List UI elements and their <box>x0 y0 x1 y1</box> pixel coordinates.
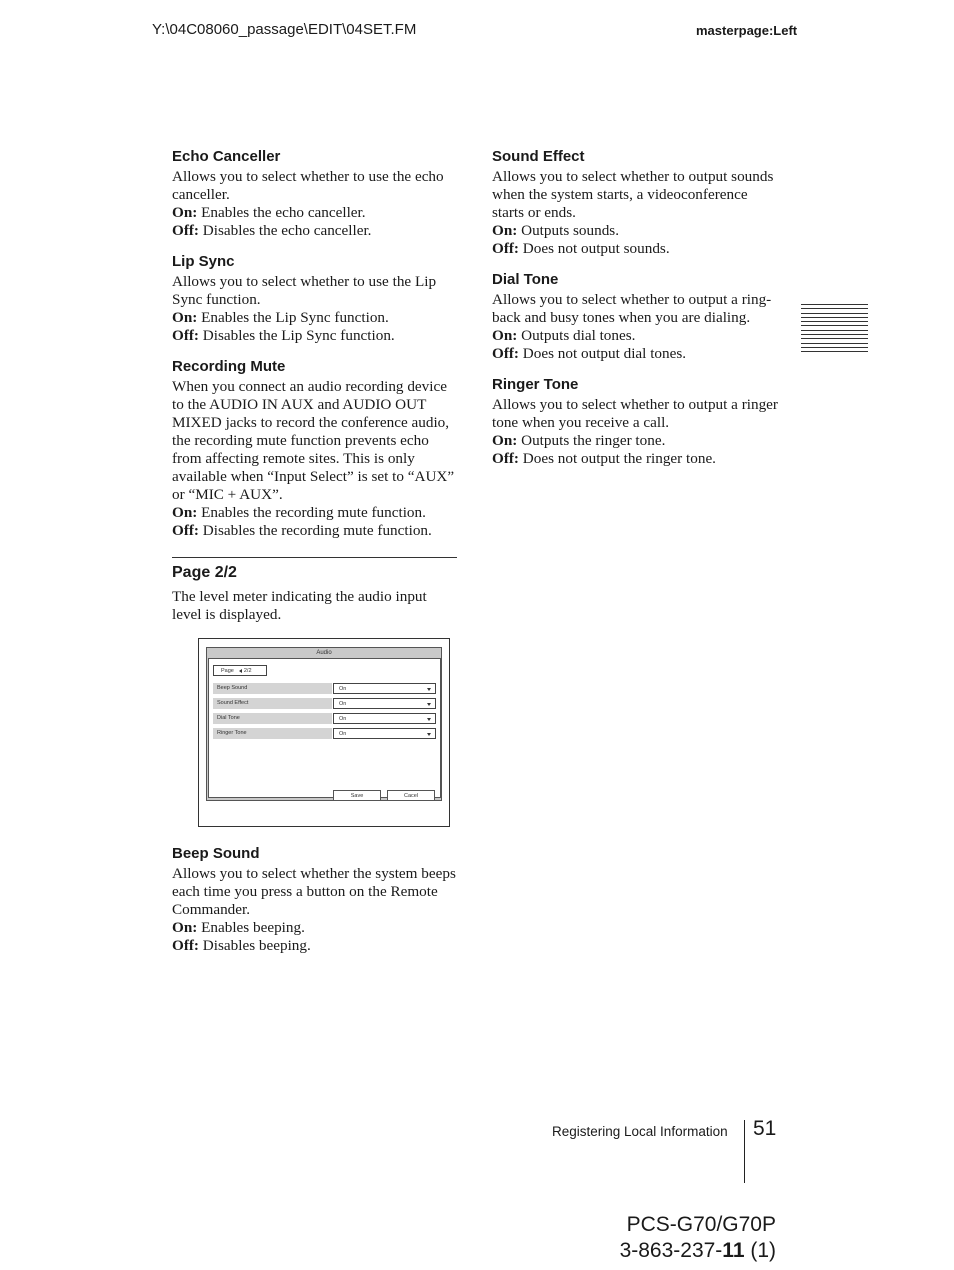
section-sound-effect <box>492 148 782 258</box>
option-off-label: Off: <box>172 522 199 539</box>
option-off <box>492 450 782 468</box>
section-echo-canceller <box>172 148 462 240</box>
chevron-down-icon <box>427 733 431 736</box>
model-info <box>620 1212 776 1264</box>
page-selector[interactable] <box>213 665 267 676</box>
setting-dropdown[interactable] <box>333 713 436 724</box>
dropdown-value: On <box>339 716 347 722</box>
section-body: Allows you to select whether to output sounds when the system starts, a videoconference starts or ends. <box>492 168 774 221</box>
option-off-text: Disables the echo canceller. <box>199 222 372 239</box>
section-recording-mute <box>172 358 462 540</box>
chevron-down-icon <box>427 703 431 706</box>
option-off-text: Disables the Lip Sync function. <box>199 327 395 344</box>
setting-label: Ringer Tone <box>213 728 332 739</box>
part-number-bold: 11 <box>722 1239 745 1262</box>
left-column <box>172 148 462 968</box>
chevron-down-icon <box>427 718 431 721</box>
section-dial-tone <box>492 271 782 363</box>
section-body: Allows you to select whether the system beeps each time you press a button on the Remote Commander. <box>172 865 456 918</box>
page-label: Page <box>221 668 234 674</box>
option-off-label: Off: <box>172 327 199 344</box>
option-on-label: On: <box>492 327 518 344</box>
option-off <box>172 327 462 345</box>
option-on <box>172 504 462 522</box>
section-body: Allows you to select whether to output a ringer tone when you receive a call. <box>492 396 778 431</box>
header-file-path: Y:\04C08060_passage\EDIT\04SET.FM <box>152 21 417 38</box>
option-on-label: On: <box>492 432 518 449</box>
option-on-text: Enables the echo canceller. <box>197 204 366 221</box>
option-off-label: Off: <box>492 450 519 467</box>
option-off-text: Disables the recording mute function. <box>199 522 432 539</box>
section-body: Allows you to select whether to use the Lip Sync function. <box>172 273 437 308</box>
setting-row-sound-effect <box>213 698 436 709</box>
option-off <box>492 240 782 258</box>
setting-label: Dial Tone <box>213 713 332 724</box>
page-section-title: Page 2/2 <box>172 564 237 581</box>
option-off <box>172 522 462 540</box>
setting-label: Sound Effect <box>213 698 332 709</box>
setting-row-beep-sound <box>213 683 436 694</box>
option-off-text: Does not output sounds. <box>519 240 670 257</box>
section-title: Echo Canceller <box>172 148 281 165</box>
setting-row-ringer-tone <box>213 728 436 739</box>
option-on-label: On: <box>172 204 198 221</box>
option-off-label: Off: <box>172 937 199 954</box>
option-on <box>172 919 462 937</box>
part-number-suffix: (1) <box>744 1239 776 1262</box>
section-title: Dial Tone <box>492 271 559 288</box>
option-on-text: Enables the Lip Sync function. <box>197 309 389 326</box>
triangle-left-icon[interactable] <box>239 669 242 673</box>
dropdown-value: On <box>339 686 347 692</box>
section-body: When you connect an audio recording device to the AUDIO IN AUX and AUDIO OUT MIXED jacks to record the conference audio, the recording mute function prevents echo from affecting remote sites. This is only available when “Input Select” is set to “AUX” or “MIC + AUX”. <box>172 378 455 503</box>
setting-row-dial-tone <box>213 713 436 724</box>
section-title: Ringer Tone <box>492 376 579 393</box>
dialog-title: Audio <box>316 650 332 656</box>
option-on <box>172 309 462 327</box>
option-on <box>492 327 782 345</box>
option-off-label: Off: <box>172 222 199 239</box>
thumb-index-marker <box>801 304 868 356</box>
audio-dialog-screenshot <box>198 638 450 827</box>
option-off <box>492 345 782 363</box>
section-beep-sound <box>172 845 462 955</box>
option-off <box>172 937 462 955</box>
footer-divider <box>744 1120 745 1183</box>
audio-dialog <box>206 647 442 801</box>
option-on-label: On: <box>492 222 518 239</box>
option-off-text: Does not output dial tones. <box>519 345 687 362</box>
section-body: Allows you to select whether to use the echo canceller. <box>172 168 444 203</box>
setting-dropdown[interactable] <box>333 683 436 694</box>
section-title: Beep Sound <box>172 845 260 862</box>
setting-label: Beep Sound <box>213 683 332 694</box>
save-button[interactable]: Save <box>333 790 381 801</box>
section-lip-sync <box>172 253 462 345</box>
section-divider <box>172 557 457 558</box>
option-on <box>492 432 782 450</box>
section-title: Sound Effect <box>492 148 585 165</box>
footer-section-name: Registering Local Information <box>552 1124 728 1139</box>
option-on <box>172 204 462 222</box>
option-off-text: Does not output the ringer tone. <box>519 450 716 467</box>
page-number: 51 <box>753 1117 777 1140</box>
option-off-text: Disables beeping. <box>199 937 311 954</box>
chevron-down-icon <box>427 688 431 691</box>
option-on <box>492 222 782 240</box>
option-off-label: Off: <box>492 345 519 362</box>
page-value: 2/2 <box>243 668 252 674</box>
part-number <box>620 1238 776 1264</box>
setting-dropdown[interactable] <box>333 728 436 739</box>
dropdown-value: On <box>339 701 347 707</box>
option-on-text: Enables beeping. <box>197 919 305 936</box>
option-on-text: Outputs the ringer tone. <box>517 432 666 449</box>
option-on-text: Outputs sounds. <box>517 222 620 239</box>
cancel-button[interactable]: Cacel <box>387 790 435 801</box>
option-off-label: Off: <box>492 240 519 257</box>
option-on-label: On: <box>172 919 198 936</box>
right-column <box>492 148 782 481</box>
section-ringer-tone <box>492 376 782 468</box>
option-on-label: On: <box>172 309 198 326</box>
option-off <box>172 222 462 240</box>
header-masterpage: masterpage:Left <box>696 23 798 38</box>
option-on-text: Enables the recording mute function. <box>197 504 426 521</box>
model-name: PCS-G70/G70P <box>626 1213 776 1236</box>
section-title: Recording Mute <box>172 358 286 375</box>
section-title: Lip Sync <box>172 253 235 270</box>
setting-dropdown[interactable] <box>333 698 436 709</box>
page-section-description: The level meter indicating the audio input level is displayed. <box>172 588 427 623</box>
dropdown-value: On <box>339 731 347 737</box>
section-body: Allows you to select whether to output a ring-back and busy tones when you are dialing. <box>492 291 772 326</box>
part-number-prefix: 3-863-237- <box>619 1239 723 1262</box>
option-on-text: Outputs dial tones. <box>517 327 636 344</box>
dialog-content <box>208 658 441 798</box>
option-on-label: On: <box>172 504 198 521</box>
